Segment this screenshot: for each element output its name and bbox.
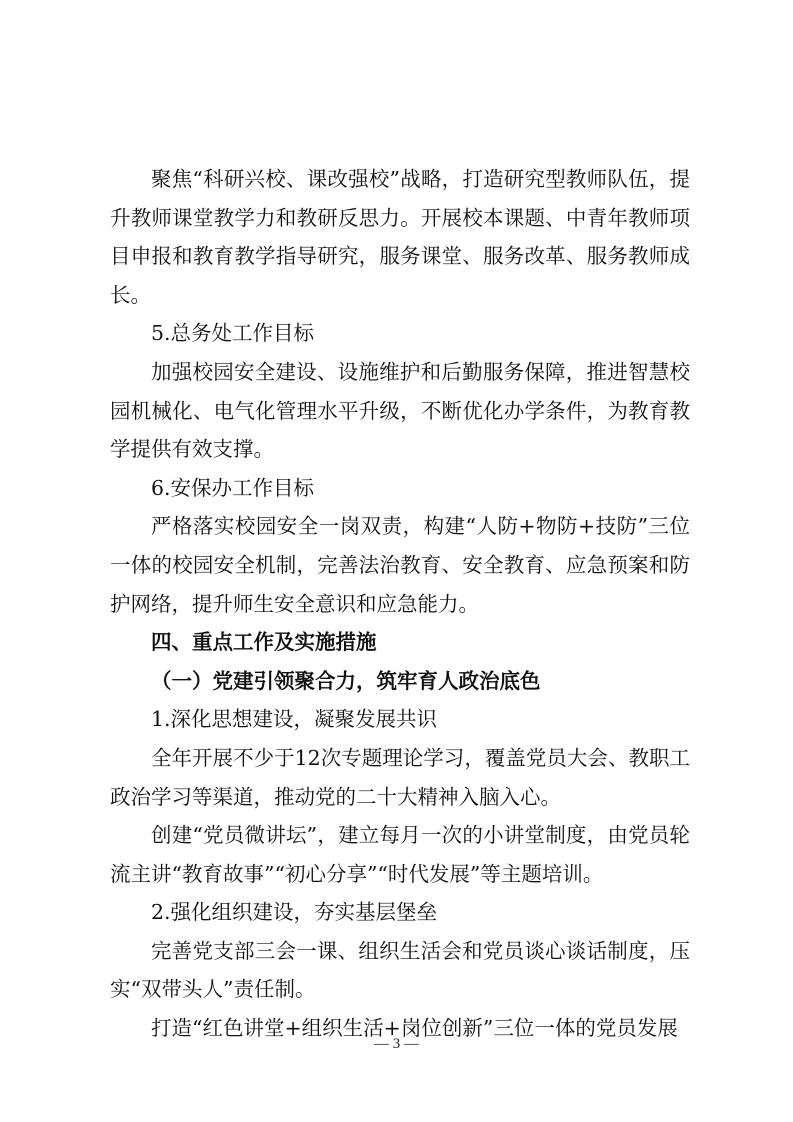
subheading-security-office-goals: 6.安保办工作目标 (151, 475, 315, 500)
document-body (110, 160, 690, 1048)
paragraph-general-affairs: 加强校园安全建设、设施维护和后勤服务保障，推进智慧校园机械化、电气化管理水平升级，不断优化办学条件，为教育教学提供有效支撑。 (110, 359, 690, 462)
subheading-ideological-building: 1.深化思想建设，凝聚发展共识 (151, 707, 438, 732)
paragraph-research-teachers: 聚焦“科研兴校、课改强校”战略，打造研究型教师队伍，提升教师课堂教学力和教研反思力。开展校本课题、中青年教师项目申报和教育教学指导研究，服务课堂、服务改革、服务教师成长。 (110, 167, 690, 307)
subheading-organization-building: 2.强化组织建设，夯实基层堡垒 (151, 900, 438, 925)
paragraph-trinity-model: 打造“红色讲堂+组织生活+岗位创新”三位一体的党员发展 (151, 1016, 678, 1041)
subheading-general-affairs-goals: 5.总务处工作目标 (151, 321, 315, 346)
paragraph-party-branch-system: 完善党支部三会一课、组织生活会和党员谈心谈话制度，压实“双带头人”责任制。 (110, 938, 690, 1002)
paragraph-security-office: 严格落实校园安全一岗双责，构建“人防+物防+技防”三位一体的校园安全机制，完善法治教育、安全教育、应急预案和防护网络，提升师生安全意识和应急能力。 (110, 514, 690, 616)
paragraph-theory-study: 全年开展不少于12次专题理论学习，覆盖党员大会、教职工政治学习等渠道，推动党的二十大精神入脑入心。 (110, 745, 690, 809)
section-heading-key-work: 四、重点工作及实施措施 (151, 630, 377, 655)
page-number: — 3 — (374, 1036, 419, 1052)
section-subheading-party-building: （一）党建引领聚合力，筑牢育人政治底色 (151, 668, 541, 693)
paragraph-party-micro-forum: 创建“党员微讲坛”，建立每月一次的小讲堂制度，由党员轮流主讲“教育故事”“初心分享”“时代发展”等主题培训。 (110, 823, 690, 886)
